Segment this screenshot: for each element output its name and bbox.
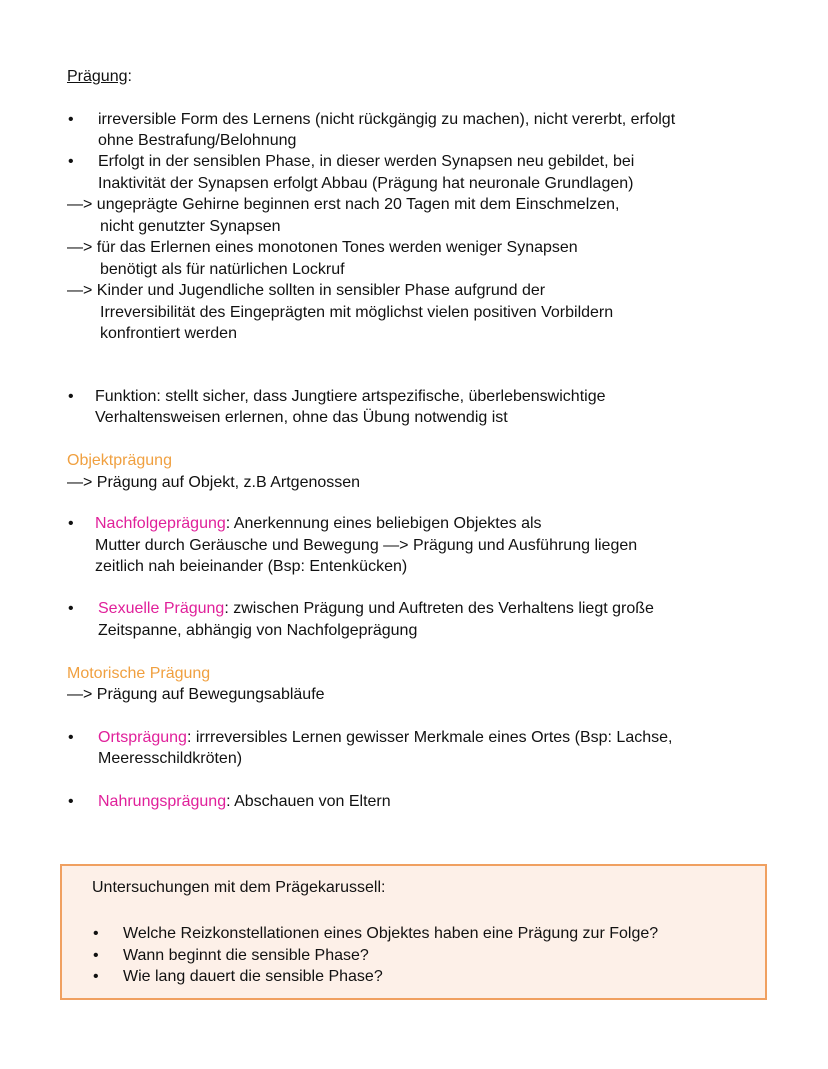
text-line: Ortsprägung: irrreversibles Lernen gewisser Merkmale eines Ortes (Bsp: Lachse, (98, 729, 673, 746)
box-item: Wann beginnt die sensible Phase? (123, 947, 369, 964)
text-line: Irreversibilität des Eingeprägten mit möglichst vielen positiven Vorbildern (100, 304, 614, 321)
term-ortspraegung: Ortsprägung (98, 729, 187, 746)
text-line: Erfolgt in der sensiblen Phase, in dieser werden Synapsen neu gebildet, bei (98, 153, 635, 170)
box-item: Welche Reizkonstellationen eines Objektes haben eine Prägung zur Folge? (123, 925, 659, 942)
section-heading-motorische-praegung: Motorische Prägung (67, 665, 211, 682)
bullet: • (93, 947, 99, 964)
text-line: Zeitspanne, abhängig von Nachfolgeprägung (98, 622, 418, 639)
text-line: —> für das Erlernen eines monotonen Tones werden weniger Synapsen (67, 239, 578, 256)
arrow: —> (67, 196, 93, 213)
text-line: ohne Bestrafung/Belohnung (98, 132, 297, 149)
text-line: irreversible Form des Lernens (nicht rückgängig zu machen), nicht vererbt, erfolgt (98, 111, 676, 128)
page-title: Prägung: (67, 68, 132, 85)
box-item: Wie lang dauert die sensible Phase? (123, 968, 383, 985)
bullet: • (68, 729, 74, 746)
text-line: Verhaltensweisen erlernen, ohne das Übung notwendig ist (95, 409, 508, 426)
text-line: —> Kinder und Jugendliche sollten in sensibler Phase aufgrund der (67, 282, 546, 299)
text-line: zeitlich nah beieinander (Bsp: Entenkücken) (95, 558, 408, 575)
text-line: —> ungeprägte Gehirne beginnen erst nach 20 Tagen mit dem Einschmelzen, (67, 196, 620, 213)
bullet: • (68, 111, 74, 128)
text-line: Sexuelle Prägung: zwischen Prägung und Auftreten des Verhaltens liegt große (98, 600, 654, 617)
text-line: konfrontiert werden (100, 325, 237, 342)
text-line: Meeresschildkröten) (98, 750, 243, 767)
arrow: —> (67, 239, 93, 256)
arrow: —> (67, 282, 93, 299)
term-sexuelle-praegung: Sexuelle Prägung (98, 600, 225, 617)
text-line: —> Prägung auf Objekt, z.B Artgenossen (67, 474, 361, 491)
text-line: Mutter durch Geräusche und Bewegung —> Prägung und Ausführung liegen (95, 537, 638, 554)
bullet: • (68, 600, 74, 617)
bullet: • (68, 153, 74, 170)
text-line: benötigt als für natürlichen Lockruf (100, 261, 345, 278)
bullet: • (93, 968, 99, 985)
bullet: • (68, 793, 74, 810)
bullet: • (68, 515, 74, 532)
text-line: nicht genutzter Synapsen (100, 218, 281, 235)
term-nachfolgepraegung: Nachfolgeprägung (95, 515, 226, 532)
text-line: Funktion: stellt sicher, dass Jungtiere artspezifische, überlebenswichtige (95, 388, 606, 405)
box-heading: Untersuchungen mit dem Prägekarussell: (92, 879, 386, 896)
text-line: —> Prägung auf Bewegungsabläufe (67, 686, 325, 703)
text-line: Inaktivität der Synapsen erfolgt Abbau (Prägung hat neuronale Grundlagen) (98, 175, 634, 192)
text-line: Nahrungsprägung: Abschauen von Eltern (98, 793, 391, 810)
text-line: Nachfolgeprägung: Anerkennung eines beliebigen Objektes als (95, 515, 542, 532)
section-heading-objektpraegung: Objektprägung (67, 452, 172, 469)
term-nahrungspraegung: Nahrungsprägung (98, 793, 227, 810)
bullet: • (68, 388, 74, 405)
bullet: • (93, 925, 99, 942)
